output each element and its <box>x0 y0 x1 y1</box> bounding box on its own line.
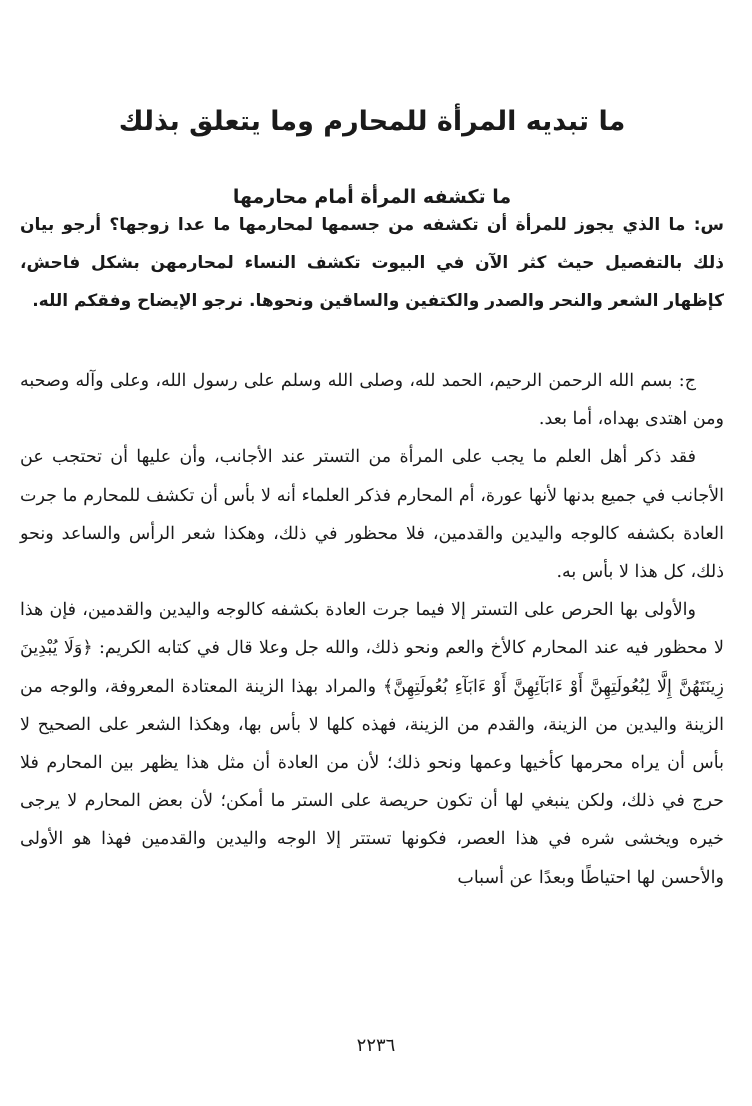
paragraph-2-lead: والأولى بها الحرص على التستر إلا فيما جرت العادة بكشفه كالوجه واليدين والقدمين، فإن هذا لا محظور فيه عند المحارم كالأخ والعم ونحو ذلك، والله جل وعلا قال في كتابه الكريم: <box>20 600 724 659</box>
answer-block <box>20 362 724 897</box>
quran-verse: ﴿وَلَا يُبْدِينَ زِينَتَهُنَّ إِلَّا لِبُعُولَتِهِنَّ أَوْ ءَابَآئِهِنَّ أَوْ ءَابَآءِ بُعُولَتِهِنَّ﴾ <box>20 638 724 697</box>
section-title: ما تكشفه المرأة أمام محارمها <box>232 185 512 208</box>
paragraph-2-rest: والمراد بهذا الزينة المعتادة المعروفة، والوجه من الزينة واليدين من الزينة، والقدم من الزينة، فهذه كلها لا بأس بها، وهكذا الشعر على الصحيح لا بأس أن يراه محرمها كأخيها وعمها ونحو ذلك؛ لأن من العادة أن مثل هذا يظهر بين المحارم فلا حرج في ذلك، ولكن ينبغي لها أن تكون حريصة على الستر ما أمكن؛ لأن بعض المحارم لا يرجى خيره ويخشى شره في هذا العصر، فكونها تستتر إلا الوجه واليدين والقدمين فهذا هو الأولى والأحسن لها احتياطًا وبعدًا عن أسباب <box>20 676 724 888</box>
answer-paragraph-2 <box>20 591 724 897</box>
book-page <box>20 70 724 1090</box>
answer-paragraph-1: فقد ذكر أهل العلم ما يجب على المرأة من التستر عند الأجانب، وأن عليها أن تحتجب عن الأجانب في جميع بدنها لأنها عورة، أم المحارم فذكر العلماء أنه لا بأس أن تكشف للمحارم ما جرت العادة بكشفه كالوجه واليدين والقدمين، فلا محظور في ذلك، وهكذا شعر الرأس والساعد ونحو ذلك، كل هذا لا بأس به. <box>20 447 724 583</box>
page-number: ٢٢٣٦ <box>356 1035 396 1056</box>
question-text: س: ما الذي يجوز للمرأة أن تكشفه من جسمها لمحارمها ما عدا زوجها؟ أرجو بيان ذلك بالتفصيل حيث كثر الآن في البيوت تكشف النساء لمحارمهن بشكل فاحش، كإظهار الشعر والنحر والصدر والكتفين والساقين ونحوها. نرجو الإيضاح وفقكم الله. <box>20 215 724 311</box>
question-block <box>20 206 724 320</box>
chapter-title: ما تبديه المرأة للمحارم وما يتعلق بذلك <box>118 106 626 138</box>
answer-opening: ج: بسم الله الرحمن الرحيم، الحمد لله، وصلى الله وسلم على رسول الله، وعلى وآله وصحبه ومن اهتدى بهداه، أما بعد. <box>20 371 724 430</box>
